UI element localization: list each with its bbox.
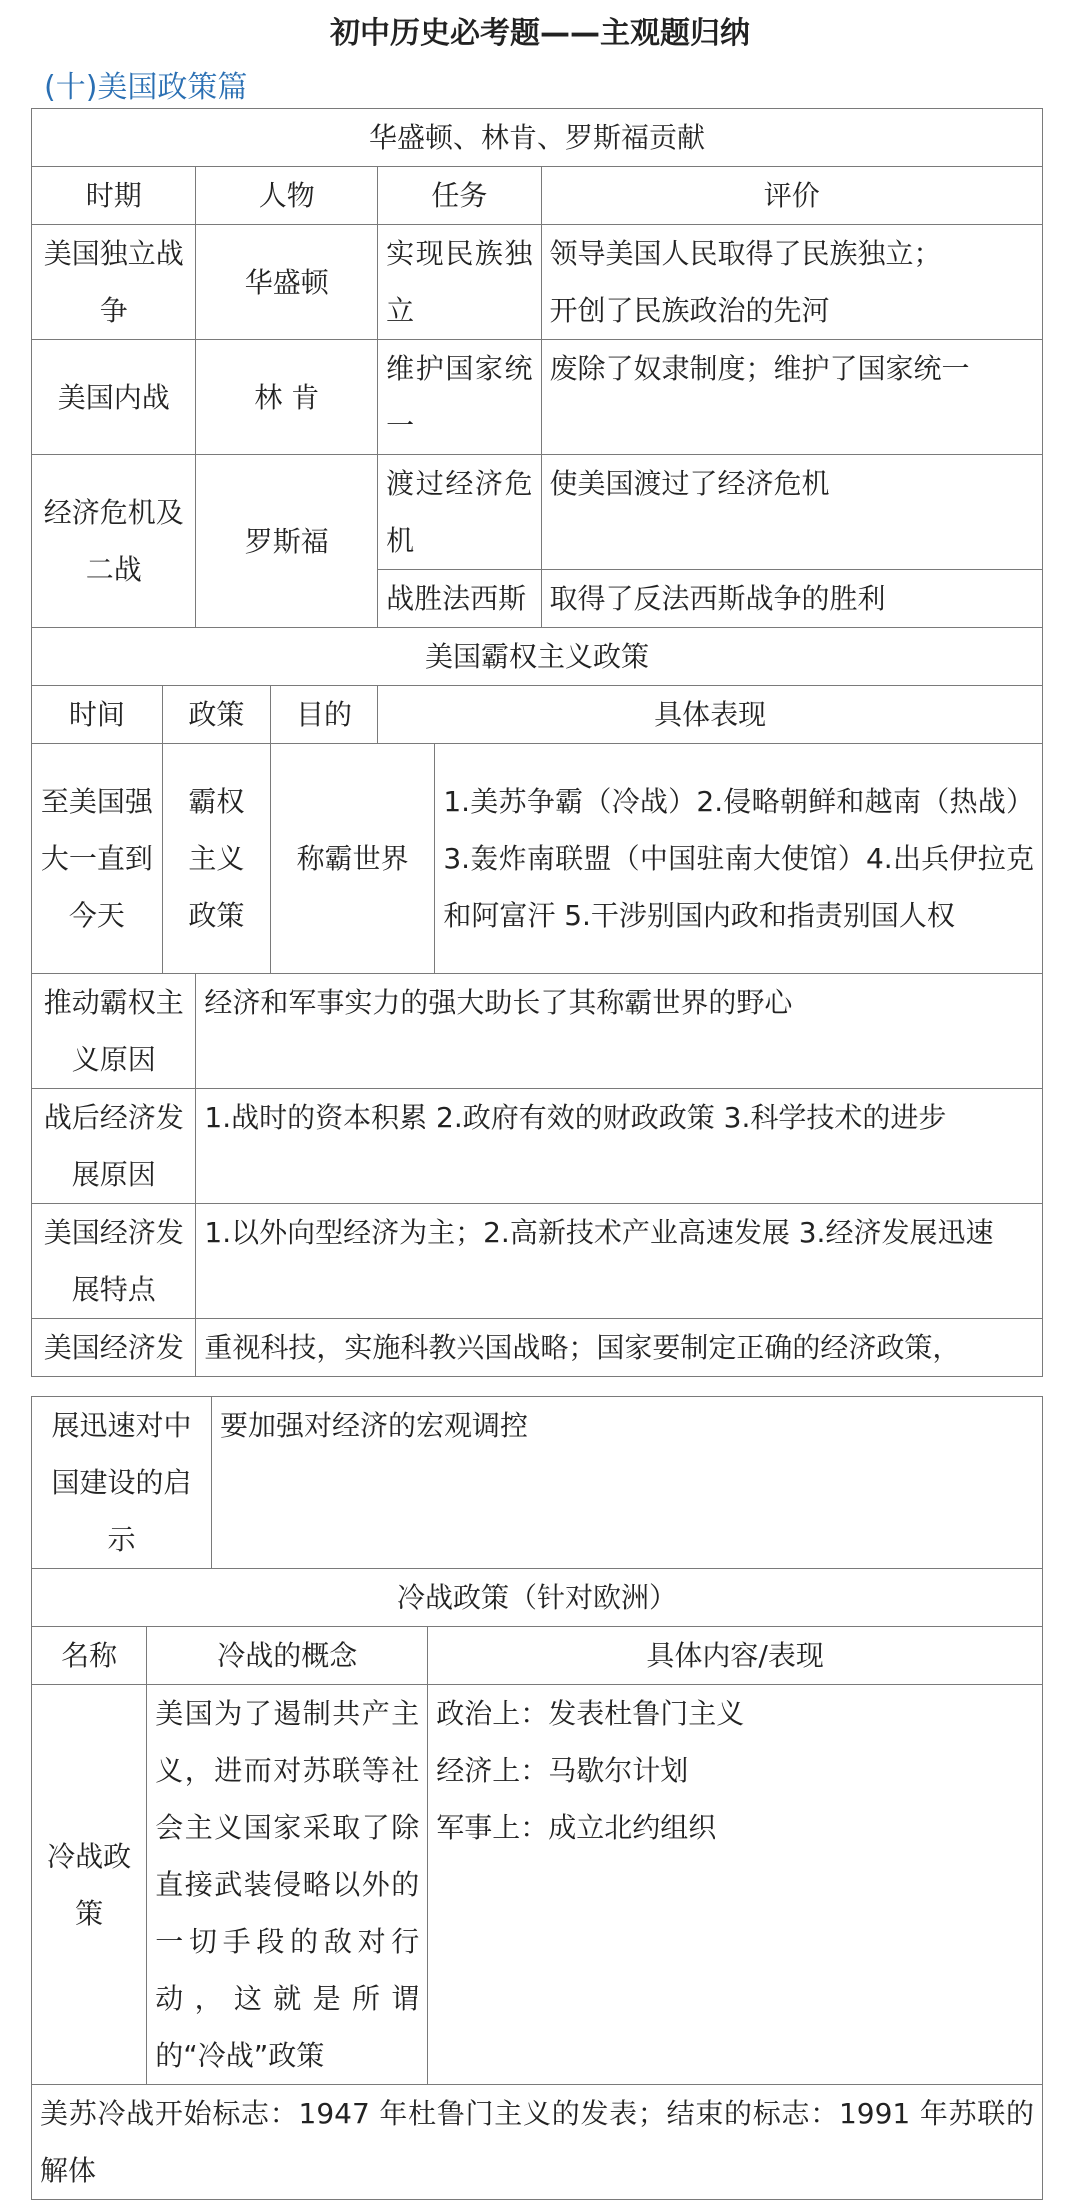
person-washington: 华盛顿 xyxy=(196,225,378,340)
cold-war-table xyxy=(31,1396,1043,2200)
lesson-label: 美国经济发 xyxy=(32,1319,196,1377)
hegemony-purpose: 称霸世界 xyxy=(270,744,434,974)
evaluation-economic-crisis: 使美国渡过了经济危机 xyxy=(541,455,1043,570)
col-period: 时期 xyxy=(32,167,196,225)
postwar-label: 战后经济发展原因 xyxy=(32,1089,196,1204)
person-roosevelt: 罗斯福 xyxy=(196,455,378,628)
period-crisis-ww2: 经济危机及二战 xyxy=(32,455,196,628)
contributions-table xyxy=(31,108,1043,1377)
period-independence-war: 美国独立战争 xyxy=(32,225,196,340)
reason-text: 经济和军事实力的强大助长了其称霸世界的野心 xyxy=(196,974,1043,1089)
col-name: 名称 xyxy=(32,1627,147,1685)
content-military: 军事上：成立北约组织 xyxy=(436,1811,717,1844)
person-lincoln: 林 肯 xyxy=(196,340,378,455)
col-concept: 冷战的概念 xyxy=(147,1627,428,1685)
lesson-label-continued: 展迅速对中国建设的启示 xyxy=(32,1397,212,1569)
col-evaluation: 评价 xyxy=(541,167,1043,225)
col-purpose: 目的 xyxy=(270,686,377,744)
cold-war-header: 冷战政策（针对欧洲） xyxy=(32,1569,1043,1627)
cold-war-footer: 美苏冷战开始标志：1947 年杜鲁门主义的发表；结束的标志：1991 年苏联的解体 xyxy=(32,2085,1043,2200)
feature-label: 美国经济发展特点 xyxy=(32,1204,196,1319)
cold-war-content xyxy=(428,1685,1043,2085)
page-title: 初中历史必考题——主观题归纳 xyxy=(330,16,750,51)
contributions-header: 华盛顿、林肯、罗斯福贡献 xyxy=(32,109,1043,167)
content-economic: 经济上：马歇尔计划 xyxy=(436,1754,689,1787)
task-economic-crisis: 渡过经济危机 xyxy=(378,455,541,570)
evaluation-line: 领导美国人民取得了民族独立； xyxy=(549,237,942,270)
hegemony-policy: 霸权主义政策 xyxy=(162,744,270,974)
reason-label: 推动霸权主义原因 xyxy=(32,974,196,1089)
section-title: (十)美国政策篇 xyxy=(44,70,248,105)
evaluation-defeat-fascism: 取得了反法西斯战争的胜利 xyxy=(541,570,1043,628)
col-policy: 政策 xyxy=(162,686,270,744)
lesson-text: 重视科技，实施科教兴国战略；国家要制定正确的经济政策， xyxy=(196,1319,1043,1377)
feature-text: 1.以外向型经济为主；2.高新技术产业高速发展 3.经济发展迅速 xyxy=(196,1204,1043,1319)
postwar-text: 1.战时的资本积累 2.政府有效的财政政策 3.科学技术的进步 xyxy=(196,1089,1043,1204)
hegemony-header: 美国霸权主义政策 xyxy=(32,628,1043,686)
content-political: 政治上：发表杜鲁门主义 xyxy=(436,1697,745,1730)
task-independence: 实现民族独立 xyxy=(378,225,541,340)
col-detail: 具体表现 xyxy=(378,686,1043,744)
col-time: 时间 xyxy=(32,686,163,744)
evaluation-lincoln: 废除了奴隶制度；维护了国家统一 xyxy=(541,340,1043,455)
cold-war-name: 冷战政策 xyxy=(32,1685,147,2085)
task-defeat-fascism: 战胜法西斯 xyxy=(378,570,541,628)
evaluation-washington xyxy=(541,225,1043,340)
hegemony-time: 至美国强大一直到今天 xyxy=(32,744,163,974)
col-task: 任务 xyxy=(378,167,541,225)
task-unification: 维护国家统一 xyxy=(378,340,541,455)
hegemony-detail: 1.美苏争霸（冷战）2.侵略朝鲜和越南（热战）3.轰炸南联盟（中国驻南大使馆）4.出兵伊拉克和阿富汗 5.干涉别国内政和指责别国人权 xyxy=(435,744,1043,974)
period-civil-war: 美国内战 xyxy=(32,340,196,455)
evaluation-line: 开创了民族政治的先河 xyxy=(549,294,830,327)
cold-war-concept: 美国为了遏制共产主义，进而对苏联等社会主义国家采取了除直接武装侵略以外的一切手段的敌对行动，这就是所谓的“冷战”政策 xyxy=(147,1685,428,2085)
col-content: 具体内容/表现 xyxy=(428,1627,1043,1685)
lesson-text-continued: 要加强对经济的宏观调控 xyxy=(211,1397,1042,1569)
col-person: 人物 xyxy=(196,167,378,225)
